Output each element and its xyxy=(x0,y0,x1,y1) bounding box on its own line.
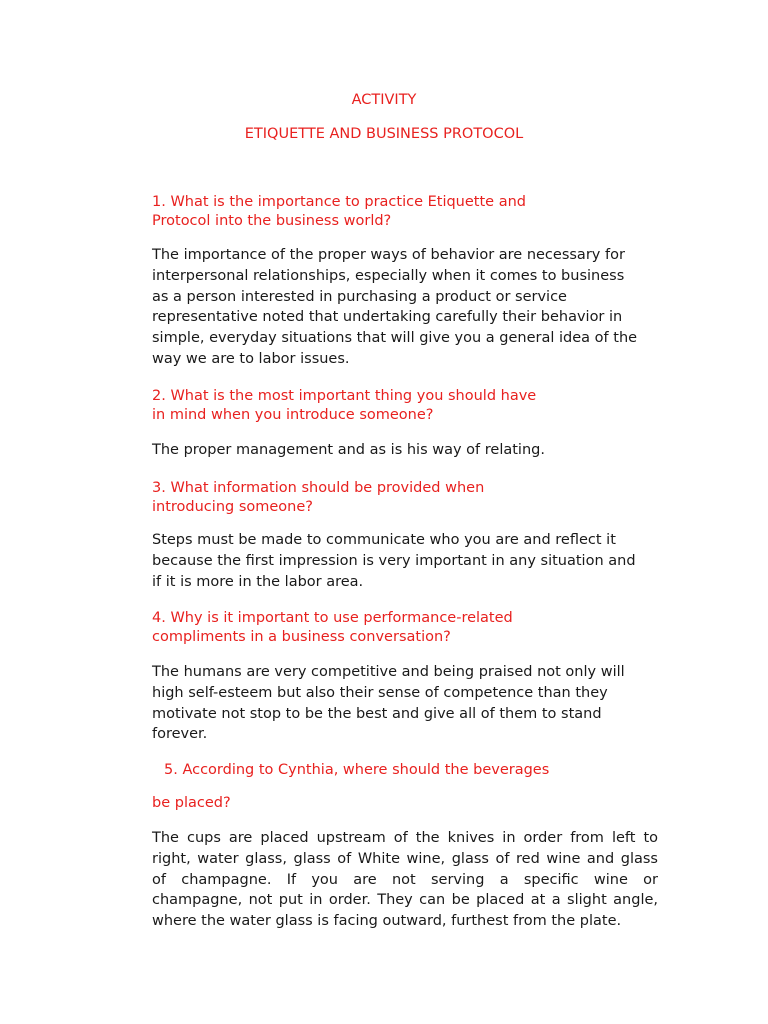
question-line: be placed? xyxy=(152,795,231,811)
question-line: 5. According to Cynthia, where should the beverages xyxy=(164,762,550,778)
answer-4 xyxy=(152,662,625,745)
answer-line: right, water glass, glass of White wine, glass of red wine and glass xyxy=(152,850,658,867)
question-line: 4. Why is it important to use performance-related xyxy=(152,610,513,626)
answer-line: The cups are placed upstream of the knives in order from left to xyxy=(152,830,658,846)
question-line: introducing someone? xyxy=(152,498,313,515)
answer-line: The importance of the proper ways of behavior are necessary for xyxy=(152,247,625,263)
answer-line: forever. xyxy=(152,726,208,743)
document-subtitle: ETIQUETTE AND BUSINESS PROTOCOL xyxy=(244,126,524,142)
answer-line: motivate not stop to be the best and give all of them to stand xyxy=(152,705,602,722)
question-5 xyxy=(164,761,549,780)
answer-line: representative noted that undertaking carefully their behavior in xyxy=(152,309,623,326)
answer-line: because the first impression is very important in any situation and xyxy=(152,552,636,569)
answer-line: champagne, not put in order. They can be placed at a slight angle, xyxy=(152,892,658,909)
answer-line: simple, everyday situations that will give you a general idea of the xyxy=(152,330,638,347)
answer-line: way we are to labor issues. xyxy=(152,350,350,367)
answer-1 xyxy=(152,245,637,370)
document-title: ACTIVITY xyxy=(351,92,417,108)
answer-line: high self-esteem but also their sense of competence than they xyxy=(152,684,608,701)
question-line: Protocol into the business world? xyxy=(152,212,392,229)
question-line: 2. What is the most important thing you should have xyxy=(152,388,537,404)
question-4 xyxy=(152,609,513,646)
question-line: in mind when you introduce someone? xyxy=(152,406,434,423)
question-5-continued xyxy=(152,794,231,813)
answer-5 xyxy=(152,828,658,932)
answer-3 xyxy=(152,530,636,592)
answer-line: Steps must be made to communicate who you are and reflect it xyxy=(152,532,616,548)
question-line: compliments in a business conversation? xyxy=(152,628,451,645)
answer-line: interpersonal relationships, especially when it comes to business xyxy=(152,267,625,284)
answer-line: of champagne. If you are not serving a specific wine or xyxy=(152,871,658,888)
answer-line: as a person interested in purchasing a product or service xyxy=(152,288,567,305)
answer-line: where the water glass is facing outward, furthest from the plate. xyxy=(152,913,622,930)
answer-line: The humans are very competitive and being praised not only will xyxy=(152,664,625,680)
question-3 xyxy=(152,479,484,516)
answer-line: if it is more in the labor area. xyxy=(152,573,364,590)
question-1 xyxy=(152,193,526,230)
question-line: 1. What is the importance to practice Etiquette and xyxy=(152,194,526,210)
question-line: 3. What information should be provided when xyxy=(152,480,485,496)
answer-line: The proper management and as is his way of relating. xyxy=(152,442,545,458)
answer-2 xyxy=(152,440,545,461)
question-2 xyxy=(152,387,536,424)
